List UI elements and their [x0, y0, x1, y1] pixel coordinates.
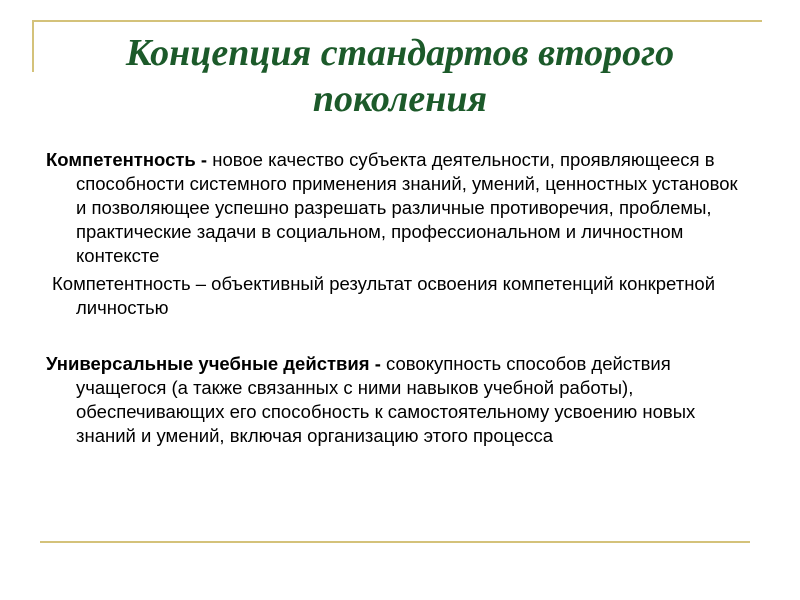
title-line-1: Концепция стандартов второго — [125, 32, 675, 74]
uud-definition — [46, 352, 746, 448]
bottom-border-line — [40, 541, 750, 543]
uud-text: совокупность способов действия учащегося (а также связанных с ними навыков учебной работы), обеспечивающих его способность к самостоятельному усвоению новых знаний и умений, включая организацию этого процесса — [76, 353, 696, 446]
left-border-line — [32, 20, 34, 72]
competence-result: Компетентность – объективный результат освоения компетенций конкретной личностью — [52, 273, 716, 318]
title-line-2: поколения — [312, 78, 488, 120]
competence-term: Компетентность - — [46, 149, 213, 170]
competence-text: новое качество субъекта деятельности, проявляющееся в способности системного применения знаний, умений, ценностных установок и позволяющее успешно разрешать различные противоречия, проблемы, практические задачи в социальном, профессиональном и личностном контексте — [76, 149, 738, 266]
slide-body — [46, 148, 746, 448]
top-border-line — [32, 20, 762, 22]
competence-definition — [46, 148, 746, 268]
slide-title — [40, 30, 760, 122]
uud-term: Универсальные учебные действия - — [46, 353, 387, 374]
